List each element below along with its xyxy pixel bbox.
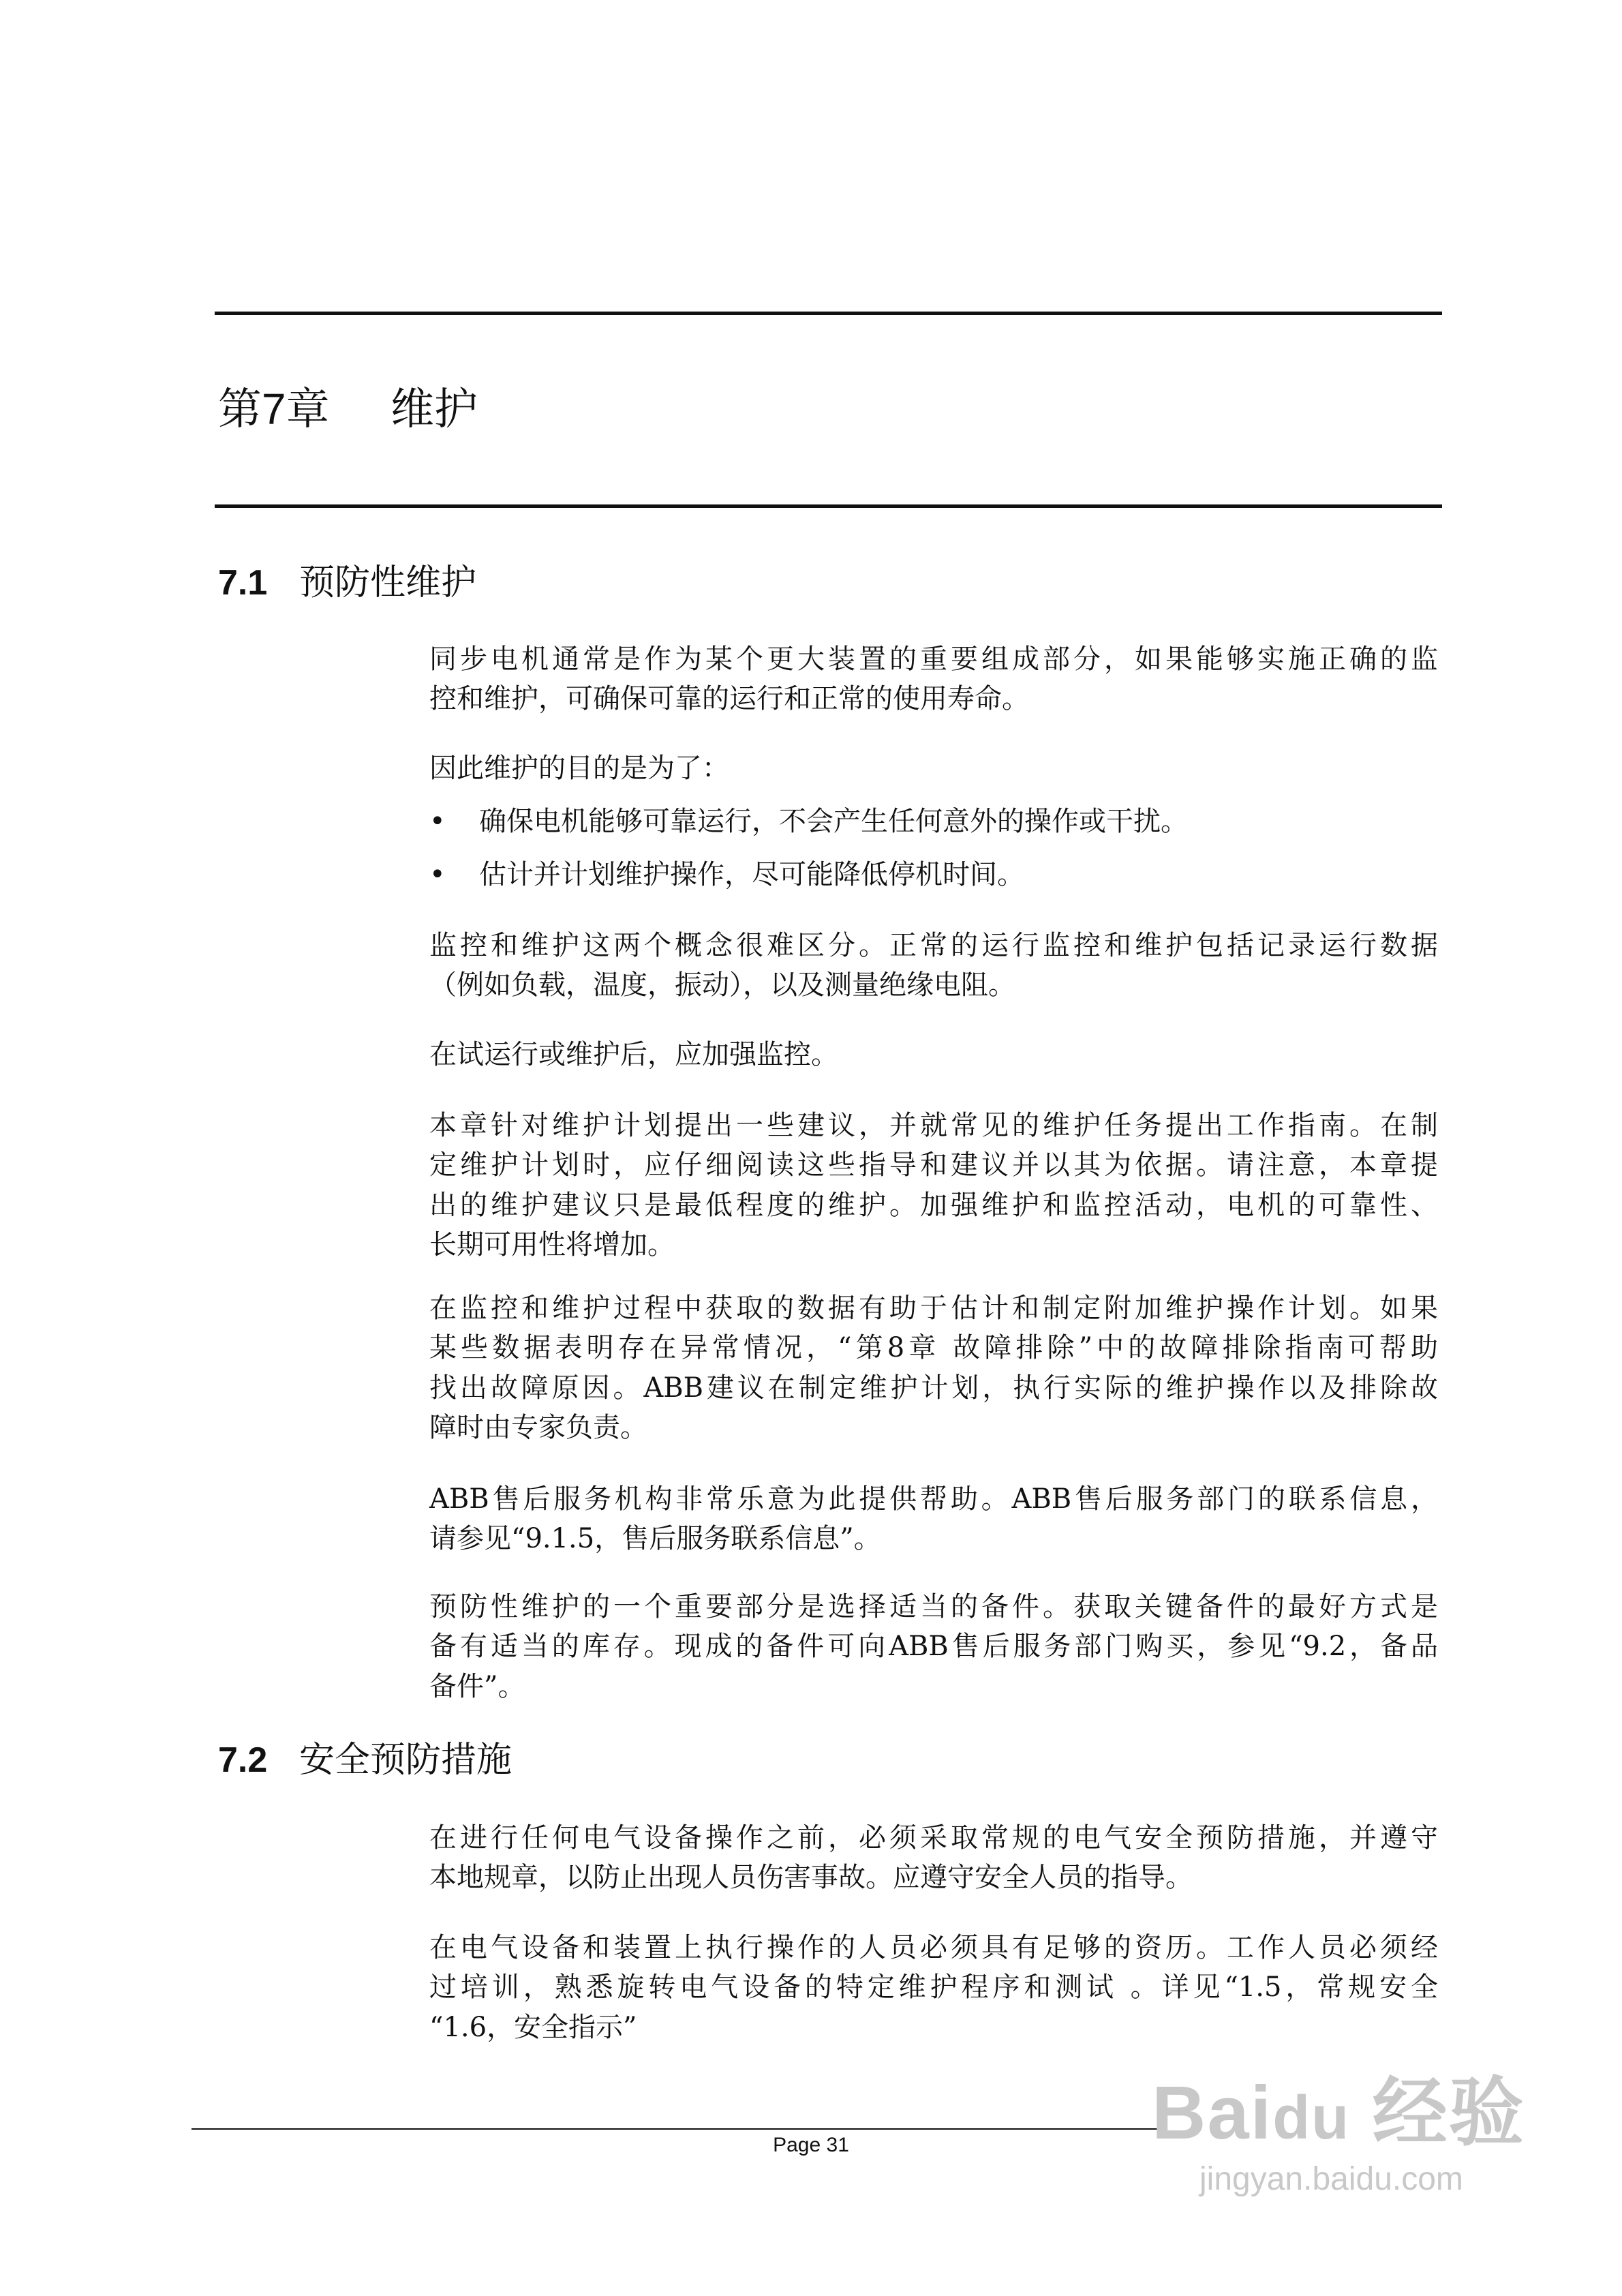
bullet-text: 确保电机能够可靠运行，不会产生任何意外的操作或干扰。 — [479, 806, 1188, 837]
paragraph-line: 监控和维护这两个概念很难区分。正常的运行监控和维护包括记录运行数据 — [429, 930, 1438, 961]
paragraph-line: 本章针对维护计划提出一些建议，并就常见的维护任务提出工作指南。在制 — [429, 1110, 1438, 1141]
top-rule — [215, 312, 1442, 315]
paragraph-line: 某些数据表明存在异常情况，“第8章 故障排除”中的故障排除指南可帮助 — [429, 1332, 1438, 1364]
section-number: 7.2 — [218, 1740, 268, 1780]
watermark-logo: Baidu 经验 jingyan.baidu.com — [1152, 2071, 1525, 2197]
paragraph — [429, 1479, 1438, 1559]
chapter-title: 维护 — [391, 384, 478, 434]
paragraph-line: （例如负载，温度，振动），以及测量绝缘电阻。 — [429, 969, 1015, 1001]
paragraph-line: 同步电机通常是作为某个更大装置的重要组成部分，如果能够实施正确的监 — [429, 644, 1438, 675]
section-title: 预防性维护 — [299, 563, 477, 603]
paragraph — [429, 1106, 1438, 1265]
section-number: 7.1 — [218, 563, 268, 603]
chapter-rule — [215, 504, 1442, 508]
section-title: 安全预防措施 — [299, 1740, 512, 1780]
paragraph — [429, 639, 1438, 719]
paragraph-line: 障时由专家负责。 — [429, 1412, 647, 1444]
paragraph-line: 在进行任何电气设备操作之前，必须采取常规的电气安全预防措施，并遵守 — [429, 1822, 1438, 1854]
paragraph-line: 过培训，熟悉旋转电气设备的特定维护程序和测试 。详见“1.5，常规安全 — [429, 1972, 1438, 2004]
paragraph — [429, 1288, 1438, 1448]
paragraph-line: “1.6，安全指示” — [429, 2011, 637, 2043]
paragraph-line: 出的维护建议只是最低程度的维护。加强维护和监控活动，电机的可靠性、 — [429, 1189, 1438, 1221]
paragraph-line: 控和维护，可确保可靠的运行和正常的使用寿命。 — [429, 683, 1029, 715]
paragraph-line: 预防性维护的一个重要部分是选择适当的备件。获取关键备件的最好方式是 — [429, 1591, 1438, 1622]
paragraph-line: 因此维护的目的是为了： — [429, 753, 729, 784]
paragraph-line: 备件”。 — [429, 1670, 525, 1702]
bullet-text: 估计并计划维护操作，尽可能降低停机时间。 — [479, 859, 1024, 890]
paragraph-line: 备有适当的库存。现成的备件可向ABB售后服务部门购买，参见“9.2，备品 — [429, 1631, 1438, 1663]
paragraph-line: 定维护计划时，应仔细阅读这些指导和建议并以其为依据。请注意，本章提 — [429, 1149, 1438, 1181]
bullet-icon: • — [429, 859, 446, 890]
paragraph-line: ABB售后服务机构非常乐意为此提供帮助。ABB售后服务部门的联系信息， — [429, 1483, 1438, 1515]
paragraph — [429, 1587, 1438, 1706]
paragraph — [429, 1928, 1438, 2047]
paragraph — [429, 749, 1438, 788]
paragraph-line: 长期可用性将增加。 — [429, 1229, 675, 1261]
paragraph-line: 请参见“9.1.5，售后服务联系信息”。 — [429, 1523, 881, 1555]
page-number: Page 31 — [773, 2134, 849, 2156]
paragraph-line: 在监控和维护过程中获取的数据有助于估计和制定附加维护操作计划。如果 — [429, 1293, 1438, 1324]
chapter-number: 第7章 — [218, 384, 330, 434]
paragraph — [429, 926, 1438, 1006]
paragraph-line: 在试运行或维护后，应加强监控。 — [429, 1039, 838, 1070]
paragraph-line: 找出故障原因。ABB建议在制定维护计划，执行实际的维护操作以及排除故 — [429, 1372, 1438, 1404]
paragraph — [429, 1818, 1438, 1898]
paragraph — [429, 1035, 1438, 1074]
footer-rule — [192, 2128, 1166, 2130]
paragraph-line: 本地规章，以防止出现人员伤害事故。应遵守安全人员的指导。 — [429, 1862, 1193, 1894]
bullet-icon: • — [429, 806, 446, 837]
paragraph-line: 在电气设备和装置上执行操作的人员必须具有足够的资历。工作人员必须经 — [429, 1932, 1438, 1963]
